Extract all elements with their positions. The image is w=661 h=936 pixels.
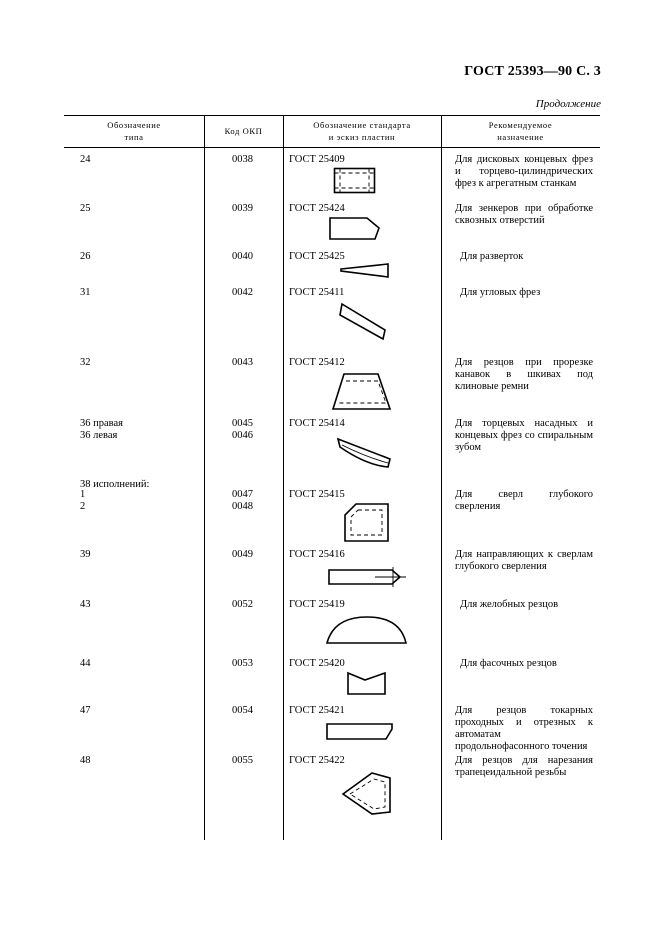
code-cell: 0043: [232, 357, 253, 368]
col-header-purpose: Рекомендуемое назначение: [488, 120, 553, 142]
purpose-cell: Для резцов для нарезания трапецеидальной резьбы: [455, 755, 593, 778]
thin-tapered-insert-icon: [340, 263, 392, 279]
code-cell: 0038: [232, 154, 253, 165]
standard-cell: ГОСТ 25424: [289, 203, 345, 214]
standard-cell: ГОСТ 25414: [289, 418, 345, 429]
type-cell: 36 левая: [80, 430, 118, 441]
parallelogram-insert-icon: [339, 303, 387, 341]
col-header-type: Обозначение типа: [107, 120, 161, 142]
purpose-cell: Для торцевых насадных и концевых фрез со спиральным зубом: [455, 418, 593, 453]
col-header-standard: Обозначение стандарта и эскиз пластин: [313, 120, 411, 142]
standard-cell: ГОСТ 25415: [289, 489, 345, 500]
standard-cell: ГОСТ 25416: [289, 549, 345, 560]
code-cell: 0055: [232, 755, 253, 766]
standard-cell: ГОСТ 25419: [289, 599, 345, 610]
standard-cell: ГОСТ 25420: [289, 658, 345, 669]
purpose-cell: Для фасочных резцов: [460, 658, 557, 669]
purpose-cell: Для резцов токарных проходных и отрезных к автоматам продольнофасонного точения: [455, 705, 593, 752]
trapezoid-insert-icon: [332, 373, 392, 411]
standard-cell: ГОСТ 25421: [289, 705, 345, 716]
type-cell: 43: [80, 599, 91, 610]
type-cell: 31: [80, 287, 91, 298]
standard-cell: ГОСТ 25409: [289, 154, 345, 165]
code-cell: 0040: [232, 251, 253, 262]
standard-cell: ГОСТ 25412: [289, 357, 345, 368]
purpose-cell: Для дисковых концевых фрез и торцево-цилиндрических фрез к агрегатным станкам: [455, 154, 593, 189]
type-cell: 2: [80, 501, 86, 512]
arc-insert-icon: [326, 615, 408, 645]
purpose-cell: Для направляющих к сверлам глубокого сверления: [455, 549, 593, 572]
col-header-code: Код ОКП: [224, 126, 263, 136]
type-cell: 38 исполнений:: [80, 479, 150, 490]
purpose-cell: Для разверток: [460, 251, 524, 262]
page-title: ГОСТ 25393—90 С. 3: [464, 64, 601, 79]
code-cell: 0046: [232, 430, 253, 441]
type-cell: 36 правая: [80, 418, 123, 429]
column-divider: [283, 115, 284, 840]
code-cell: 0048: [232, 501, 253, 512]
code-cell: 0047: [232, 489, 253, 500]
v-notch-insert-icon: [347, 672, 387, 696]
code-cell: 0052: [232, 599, 253, 610]
type-cell: 32: [80, 357, 91, 368]
type-cell: 44: [80, 658, 91, 669]
column-divider: [204, 115, 205, 840]
type-cell: 47: [80, 705, 91, 716]
purpose-cell: Для сверл глубокого сверления: [455, 489, 593, 512]
type-cell: 25: [80, 203, 91, 214]
table-top-rule: [64, 115, 600, 116]
purpose-cell: Для угловых фрез: [460, 287, 541, 298]
continuation-label: Продолжение: [535, 98, 601, 110]
standard-cell: ГОСТ 25422: [289, 755, 345, 766]
standard-cell: ГОСТ 25411: [289, 287, 345, 298]
type-cell: 1: [80, 489, 86, 500]
code-cell: 0053: [232, 658, 253, 669]
column-divider: [441, 115, 442, 840]
spiral-insert-icon: [336, 437, 392, 469]
type-cell: 26: [80, 251, 91, 262]
standard-cell: ГОСТ 25425: [289, 251, 345, 262]
table-header-rule: [64, 147, 600, 148]
trapezoid-thread-insert-icon: [342, 772, 392, 816]
beveled-bar-insert-icon: [329, 217, 381, 241]
form-tool-insert-icon: [326, 723, 394, 741]
purpose-cell: Для желобных резцов: [460, 599, 559, 610]
type-cell: 48: [80, 755, 91, 766]
code-cell: 0049: [232, 549, 253, 560]
code-cell: 0039: [232, 203, 253, 214]
guide-pad-insert-icon: [328, 566, 408, 588]
purpose-cell: Для резцов при прорезке канавок в шкивах под клиновые ремни: [455, 357, 593, 392]
rectangle-dashed-insert-icon: [334, 168, 376, 194]
type-cell: 24: [80, 154, 91, 165]
chamfered-square-insert-icon: [344, 503, 390, 543]
code-cell: 0045: [232, 418, 253, 429]
type-cell: 39: [80, 549, 91, 560]
code-cell: 0054: [232, 705, 253, 716]
purpose-cell: Для зенкеров при обработке сквозных отверстий: [455, 203, 593, 226]
code-cell: 0042: [232, 287, 253, 298]
